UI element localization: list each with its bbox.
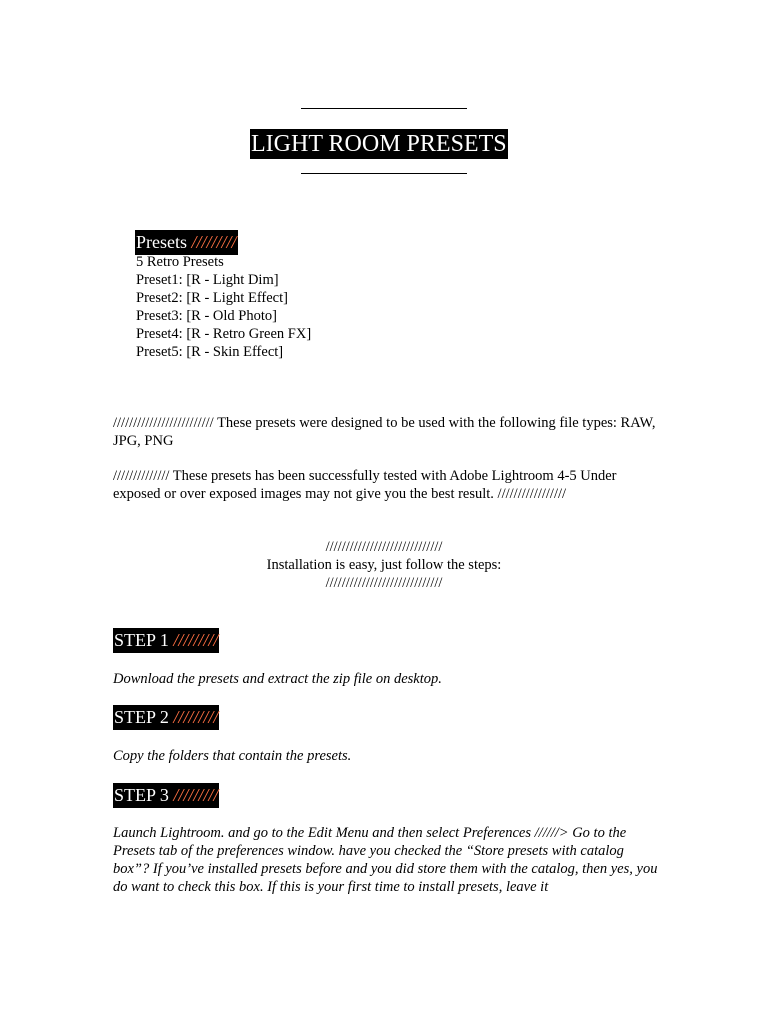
list-item: Preset2: [R - Light Effect]	[136, 290, 288, 306]
file-types-paragraph: ///////////////////////// These presets were designed to be used with the following file types: RAW, JPG, PNG	[113, 415, 656, 449]
presets-heading-slashes: /////////	[191, 232, 237, 252]
page-title: LIGHT ROOM PRESETS	[251, 131, 507, 157]
step-1-text: Download the presets and extract the zip file on desktop.	[113, 671, 442, 687]
list-item: Preset4: [R - Retro Green FX]	[136, 326, 312, 342]
title-rule-top	[301, 108, 467, 109]
step-slashes: /////////	[173, 707, 219, 727]
title-rule-bottom	[301, 173, 467, 174]
list-item: Preset5: [R - Skin Effect]	[136, 344, 284, 360]
installation-slashes-bottom: /////////////////////////////	[325, 575, 443, 591]
step-label: STEP 1	[114, 630, 169, 650]
list-item: 5 Retro Presets	[136, 254, 224, 270]
step-3-text: Launch Lightroom. and go to the Edit Menu and then select Preferences //////> Go to the Presets tab of the preferences window. have you checked the “Store presets with catalog box”? If you’ve installed presets before and you did store them with the catalog, then yes, you do want to check this box. If this is your first time to install presets, leave it	[113, 825, 658, 895]
step-label: STEP 3	[114, 785, 169, 805]
step-1-label	[113, 628, 219, 653]
step-label: STEP 2	[114, 707, 169, 727]
tested-paragraph: ////////////// These presets has been successfully tested with Adobe Lightroom 4-5 Under exposed or over exposed images may not give you the best result. /////////////////	[113, 468, 617, 502]
presets-list	[136, 253, 311, 361]
step-3-label	[113, 783, 219, 808]
step-2-label	[113, 705, 219, 730]
list-item: Preset1: [R - Light Dim]	[136, 272, 279, 288]
list-item: Preset3: [R - Old Photo]	[136, 308, 277, 324]
step-slashes: /////////	[173, 630, 219, 650]
installation-text: Installation is easy, just follow the steps:	[266, 557, 502, 573]
installation-block	[0, 538, 768, 592]
installation-slashes-top: /////////////////////////////	[325, 539, 443, 555]
step-slashes: /////////	[173, 785, 219, 805]
step-2-text: Copy the folders that contain the presets.	[113, 748, 352, 764]
presets-heading	[135, 230, 238, 255]
presets-heading-label: Presets	[136, 232, 187, 252]
